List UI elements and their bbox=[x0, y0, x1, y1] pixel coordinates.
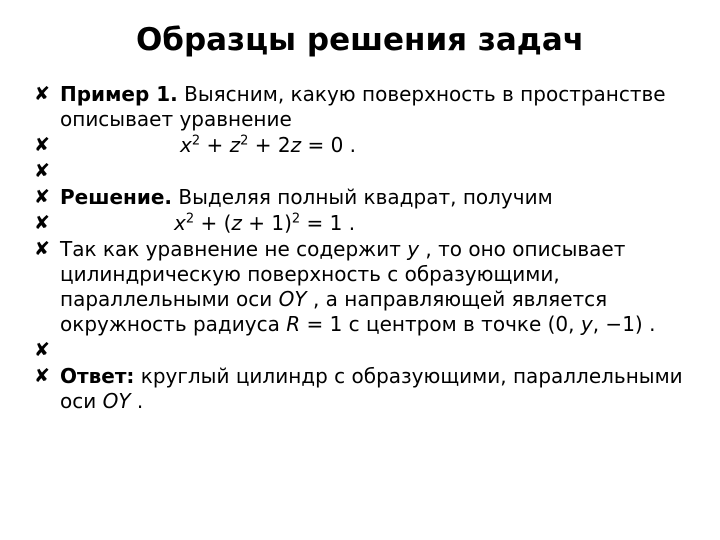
explanation-text-2: , то оно описывает цилиндрическую поверхность с образующими, параллельными оси bbox=[60, 237, 626, 311]
answer-text-1: круглый цилиндр с образующими, параллельными оси bbox=[60, 364, 683, 413]
empty-item-2 bbox=[34, 338, 714, 363]
cross-bullet-icon: ✘ bbox=[34, 212, 50, 234]
eq2-mid: + ( bbox=[194, 211, 232, 235]
solution-label: Решение. bbox=[60, 185, 173, 209]
eq1-rest: = 0 . bbox=[301, 133, 357, 157]
example-label: Пример 1. bbox=[60, 82, 178, 106]
explanation-text-5: , −1) . bbox=[592, 312, 656, 336]
bullet-list bbox=[34, 82, 714, 415]
eq1-x: x bbox=[180, 133, 192, 157]
eq1-z2: z bbox=[290, 133, 302, 157]
explanation-item bbox=[34, 237, 714, 337]
answer-text-2: . bbox=[130, 389, 144, 413]
equation2-item bbox=[34, 211, 714, 236]
eq1-sq1: 2 bbox=[191, 133, 201, 149]
explanation-text-4: = 1 с центром в точке (0, bbox=[300, 312, 581, 336]
eq1-plus1: + bbox=[200, 133, 230, 157]
equation2 bbox=[174, 211, 355, 236]
cross-bullet-icon: ✘ bbox=[34, 238, 50, 260]
eq2-sq2: 2 bbox=[291, 211, 301, 227]
explanation-var-y2: y bbox=[580, 312, 593, 336]
cross-bullet-icon: ✘ bbox=[34, 160, 50, 182]
explanation-text-3: , а направляющей является окружность радиуса bbox=[60, 287, 608, 336]
equation1-item bbox=[34, 133, 714, 158]
example-text: Выясним, какую поверхность в пространстве описывает уравнение bbox=[60, 82, 666, 131]
eq2-z: z bbox=[231, 211, 242, 235]
eq1-z: z bbox=[229, 133, 241, 157]
equation1 bbox=[180, 133, 356, 158]
eq2-close: + 1) bbox=[241, 211, 292, 235]
explanation-text-1: Так как уравнение не содержит bbox=[60, 237, 408, 261]
explanation-var-r: R bbox=[286, 312, 301, 336]
cross-bullet-icon: ✘ bbox=[34, 134, 50, 156]
explanation-axis-oy: OY bbox=[278, 287, 307, 311]
answer-axis-oy: OY bbox=[102, 389, 131, 413]
cross-bullet-icon: ✘ bbox=[34, 83, 50, 105]
eq2-sq1: 2 bbox=[185, 211, 195, 227]
empty-item-1 bbox=[34, 159, 714, 184]
eq1-sq2: 2 bbox=[240, 133, 249, 149]
solution-text: Выделяя полный квадрат, получим bbox=[178, 185, 553, 209]
explanation-var-y: y bbox=[407, 237, 420, 261]
solution-item bbox=[34, 185, 714, 210]
cross-bullet-icon: ✘ bbox=[34, 365, 50, 387]
eq1-plus2: + 2 bbox=[248, 133, 291, 157]
cross-bullet-icon: ✘ bbox=[34, 339, 50, 361]
example-item bbox=[34, 82, 714, 132]
slide-title: Образцы решения задач bbox=[135, 22, 585, 58]
eq2-rest: = 1 . bbox=[300, 211, 356, 235]
cross-bullet-icon: ✘ bbox=[34, 186, 50, 208]
eq2-x: x bbox=[174, 211, 186, 235]
answer-label: Ответ: bbox=[60, 364, 135, 388]
answer-item bbox=[34, 364, 714, 414]
